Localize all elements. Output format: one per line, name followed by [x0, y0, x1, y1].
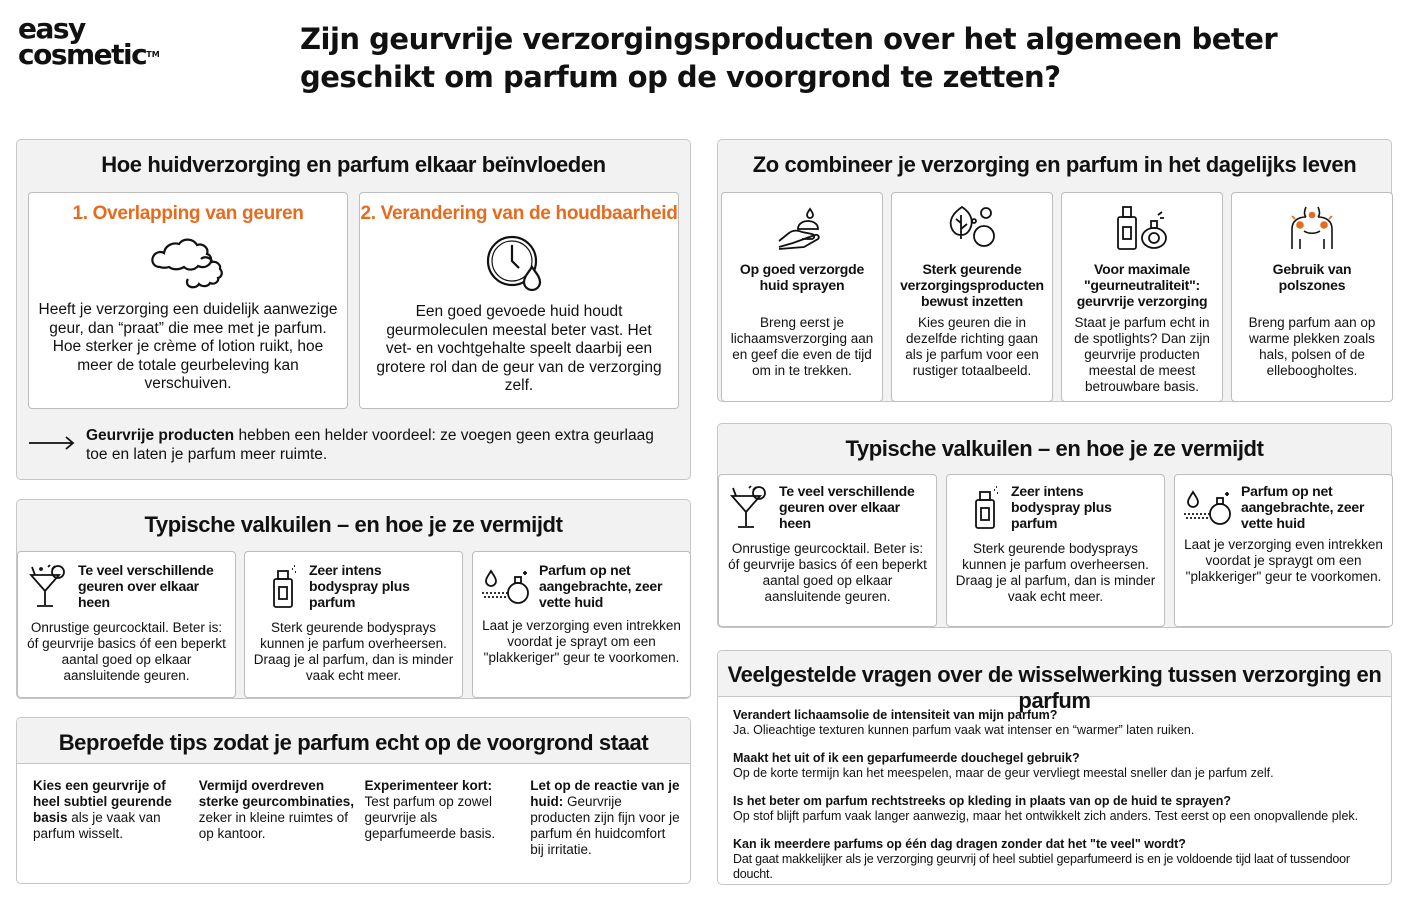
spray-bottle-icon [971, 484, 1001, 530]
faq-item [733, 751, 1383, 781]
influence-card-body: Een goed gevoede huid houdt geurmoleculen meestal beter vast. Het vet- en vochtgehalte speelt daarbij een grotere rol dan de geur van de verzorging zelf. [376, 303, 662, 394]
pitfall-title: Zeer intens bodyspray plus parfum [1011, 483, 1112, 531]
pitfall-card [17, 551, 236, 698]
leaf-bubbles-icon [892, 203, 1052, 251]
influence-note-text: hebben een helder voordeel: ze voegen geen extra geurlaag toe en laten je parfum meer ruimte. [86, 427, 654, 463]
faq-question: Verandert lichaamsolie de intensiteit van mijn parfum? [733, 708, 1058, 722]
logo-line-2 [18, 38, 188, 71]
tip-text: Geurvrije producten zijn fijn voor je parfum én huidcomfort bij irritatie. [530, 794, 680, 857]
pitfall-body: Onrustige geurcocktail. Beter is: óf geurvrije basics óf een beperkt aantal goed op elkaar aansluitende geuren. [728, 541, 927, 604]
tip-item [530, 778, 680, 858]
tip-bold: Vermijd overdreven sterke geurcombinaties, [198, 778, 355, 809]
pitfall-card [1174, 474, 1393, 627]
influence-card-title: 2. Verandering van de houdbaarheid [360, 203, 678, 224]
tip-bold: Let op de reactie van je huid: [530, 778, 680, 809]
clock-drop-icon [360, 233, 678, 295]
logo-trademark: TM [146, 50, 160, 59]
arrow-icon [28, 436, 76, 455]
tips-panel [16, 717, 691, 884]
tip-bold: Experimenteer kort: [364, 778, 493, 793]
influence-note-bold: Geurvrije producten [86, 427, 235, 444]
pitfall-card [472, 551, 691, 698]
pitfall-title: Parfum op net aangebrachte, zeer vette huid [1241, 483, 1365, 531]
cocktail-icon [729, 484, 771, 530]
tips-list [33, 778, 680, 858]
spray-bottle-icon [269, 563, 299, 609]
pitfalls-title: Typische valkuilen – en hoe je ze vermijdt [144, 512, 563, 537]
combine-card-title: Voor maximale "geurneutraliteit": geurvrije verzorging [1076, 261, 1208, 309]
faq-answer: Dat gaat makkelijker als je verzorging geurvrij of heel subtiel geparfumeerd is en je voldoende tijd laat of tussendoor doucht. [733, 852, 1350, 881]
pitfall-body: Laat je verzorging even intrekken voordat je sprayt om een "plakkeriger" geur te voorkomen. [482, 618, 681, 665]
logo-line-1: easy [18, 12, 85, 45]
combine-card-body: Breng parfum aan op warme plekken zoals hals, polsen of de elleboogholtes. [1248, 315, 1376, 378]
faq-question: Kan ik meerdere parfums op één dag dragen zonder dat het "te veel" wordt? [733, 837, 1186, 851]
influence-card-duration [359, 192, 679, 409]
faq-answer: Op de korte termijn kan het meespelen, maar de geur vervliegt meestal sneller dan je parfum zelf. [733, 766, 1274, 780]
brand-logo [18, 12, 188, 71]
faq-list [733, 708, 1383, 882]
page-title: Zijn geurvrije verzorgingsproducten over het algemeen beter geschikt om parfum op de voorgrond te zetten? [300, 22, 1278, 94]
pitfall-body: Sterk geurende bodysprays kunnen je parfum overheersen. Draag je al parfum, dan is minder vaak echt meer. [955, 541, 1156, 604]
influence-card-overlap [28, 192, 348, 409]
influence-card-body: Heeft je verzorging een duidelijk aanwezige geur, dan “praat” die mee met je parfum. Hoe sterker je crème of lotion ruikt, hoe meer de totale geurbeleving kan verschuiven. [38, 301, 338, 392]
tips-title: Beproefde tips zodat je parfum echt op de voorgrond staat [58, 730, 649, 755]
tip-item [199, 778, 365, 858]
pitfalls-panel-right [717, 423, 1392, 628]
faq-item [733, 708, 1383, 738]
pitfall-title: Te veel verschillende geuren over elkaar heen [78, 562, 214, 610]
combine-card-body: Kies geuren die in dezelfde richting gaan als je parfum voor een rustiger totaalbeeld. [905, 315, 1039, 378]
tip-text: Test parfum op zowel geurvrije als geparfumeerde basis. [364, 794, 496, 841]
logo-word: cosmetic [18, 38, 147, 71]
faq-answer: Op stof blijft parfum vaak langer aanwezig, maar het ontwikkelt zich anders. Test eerst op een onopvallende plek. [733, 809, 1359, 823]
tip-item [33, 778, 199, 858]
influence-note [86, 427, 676, 464]
faq-title: Veelgestelde vragen over de wisselwerking tussen verzorging en parfum [727, 662, 1382, 713]
combine-card-body: Staat je parfum echt in de spotlights? Dan zijn geurvrije producten meestal de meest betrouwbare basis. [1074, 315, 1210, 394]
body-pulse-icon [1232, 203, 1392, 251]
tip-bold: Kies een geurvrije of heel subtiel geurende basis [33, 778, 172, 825]
pitfall-title: Te veel verschillende geuren over elkaar heen [779, 483, 915, 531]
combine-card-title: Op goed verzorgde huid sprayen [739, 261, 865, 293]
combine-panel [717, 139, 1392, 402]
pitfall-card [718, 474, 937, 627]
pitfall-card [244, 551, 463, 698]
tip-text: als je vaak van parfum wisselt. [33, 810, 161, 841]
faq-header [718, 651, 1391, 713]
pitfall-card [946, 474, 1165, 627]
combine-card [721, 192, 883, 402]
tips-header [17, 718, 690, 764]
combine-card-body: Breng eerst je lichaamsverzorging aan en geef die even de tijd om in te trekken. [730, 315, 874, 378]
combine-card [891, 192, 1053, 402]
pitfalls-panel-left [16, 499, 691, 699]
cocktail-icon [28, 563, 70, 609]
combine-card-title: Sterk geurende verzorgingsproducten bewust inzetten [900, 261, 1044, 309]
faq-item [733, 794, 1383, 824]
pitfall-body: Laat je verzorging even intrekken voordat je spraygt om een "plakkeriger" geur te voorkomen. [1184, 537, 1383, 584]
influence-title: Hoe huidverzorging en parfum elkaar beïnvloeden [101, 152, 606, 177]
hand-lotion-icon [722, 203, 882, 251]
influence-panel [16, 139, 691, 480]
faq-answer: Ja. Olieachtige texturen kunnen parfum vaak wat intenser en “warmer” laten ruiken. [733, 723, 1195, 737]
pitfall-title: Zeer intens bodyspray plus parfum [309, 562, 410, 610]
combine-title: Zo combineer je verzorging en parfum in het dagelijks leven [752, 152, 1357, 177]
pitfall-body: Sterk geurende bodysprays kunnen je parfum overheersen. Draag je al parfum, dan is minder vaak echt meer. [253, 620, 454, 683]
influence-card-title: 1. Overlapping van geuren [72, 203, 304, 224]
combine-card [1231, 192, 1393, 402]
pitfall-body: Onrustige geurcocktail. Beter is: óf geurvrije basics óf een beperkt aantal goed op elkaar aansluitende geuren. [27, 620, 226, 683]
clouds-icon [29, 233, 347, 293]
drop-perfume-icon [481, 563, 533, 609]
pitfalls-title: Typische valkuilen – en hoe je ze vermijdt [845, 436, 1264, 461]
faq-panel [717, 650, 1392, 885]
bottles-icon [1062, 203, 1222, 251]
pitfall-title: Parfum op net aangebrachte, zeer vette huid [539, 562, 663, 610]
tip-item [365, 778, 531, 858]
drop-perfume-icon [1183, 484, 1235, 530]
faq-question: Maakt het uit of ik een geparfumeerde douchegel gebruik? [733, 751, 1080, 765]
tip-text: zeker in kleine ruimtes of op kantoor. [198, 810, 349, 841]
faq-question: Is het beter om parfum rechtstreeks op kleding in plaats van op de huid te sprayen? [733, 794, 1232, 808]
combine-card [1061, 192, 1223, 402]
combine-card-title: Gebruik van polszones [1272, 261, 1352, 293]
faq-item [733, 837, 1383, 882]
